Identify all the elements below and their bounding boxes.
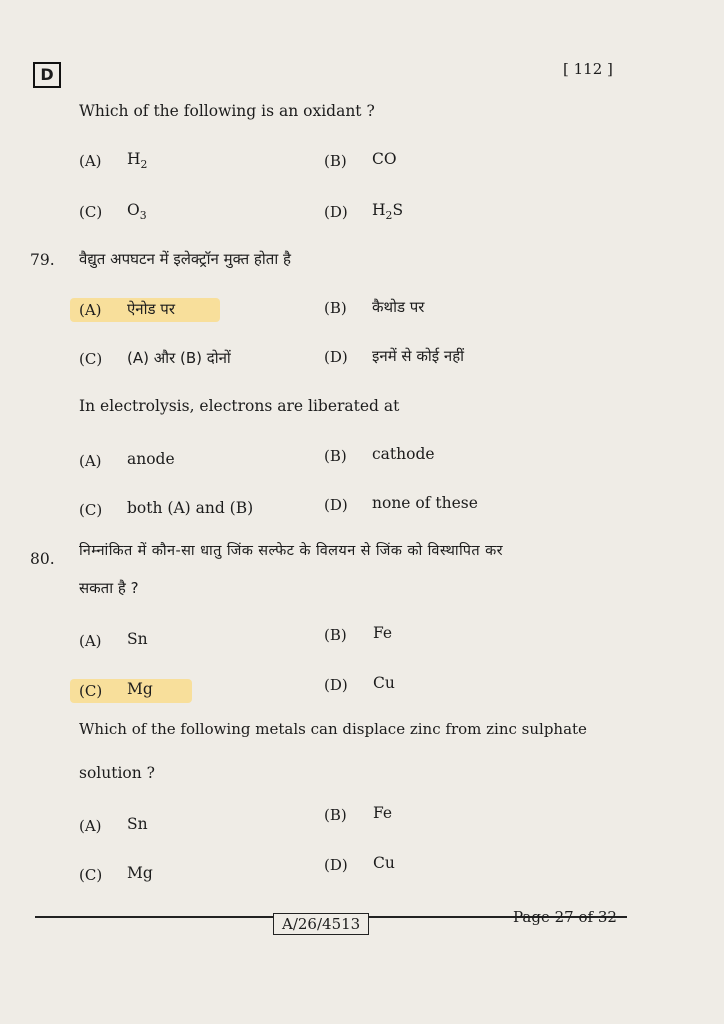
q80-en-option-a-label: (A) xyxy=(79,817,102,835)
q78-option-c-formula: $O_3$ xyxy=(127,201,147,222)
q79-en-option-b-label: (B) xyxy=(324,447,347,465)
q80-hi-option-c-text: Mg xyxy=(127,680,153,698)
q78-option-c-label: (C) xyxy=(79,203,103,221)
q78-option-a-label: (A) xyxy=(79,152,102,170)
q79-number: 79. xyxy=(30,251,55,269)
q80-en-option-c-text: Mg xyxy=(127,864,153,882)
q80-hi-option-d-label: (D) xyxy=(324,676,348,694)
q79-en-option-b-text: cathode xyxy=(372,445,435,463)
q80-hi-option-a-label: (A) xyxy=(79,632,102,650)
q80-en-option-d-text: Cu xyxy=(373,854,395,872)
q79-hi-option-b-text: कैथोड पर xyxy=(372,298,425,316)
q79-question-english: In electrolysis, electrons are liberated at xyxy=(79,397,400,415)
q79-question-hindi: वैद्युत अपघटन में इलेक्ट्रॉन मुक्त होता है xyxy=(79,250,291,268)
set-label-box: D xyxy=(33,62,61,88)
q79-en-option-d-label: (D) xyxy=(324,496,348,514)
q79-hi-option-b-label: (B) xyxy=(324,299,347,317)
q79-en-option-d-text: none of these xyxy=(372,494,478,512)
q79-en-option-a-text: anode xyxy=(127,450,175,468)
footer-paper-code: A/26/4513 xyxy=(273,913,369,935)
footer-page-number: Page 27 of 32 xyxy=(513,908,617,926)
q79-en-option-c-label: (C) xyxy=(79,501,103,519)
q80-question-hindi-line1: निम्नांकित में कौन-सा धातु जिंक सल्फेट के विलयन से जिंक को विस्थापित कर xyxy=(79,543,503,559)
q80-hi-option-b-text: Fe xyxy=(373,624,393,642)
q80-question-english-line1: Which of the following metals can displace zinc from zinc sulphate xyxy=(79,720,587,738)
q79-hi-option-c-label: (C) xyxy=(79,350,103,368)
q78-option-a-formula: $H_2$ xyxy=(127,150,148,171)
q80-number: 80. xyxy=(30,550,55,568)
q80-en-option-b-label: (B) xyxy=(324,806,347,824)
q80-en-option-c-label: (C) xyxy=(79,866,103,884)
q80-en-option-d-label: (D) xyxy=(324,856,348,874)
q80-en-option-b-text: Fe xyxy=(373,804,393,822)
q80-question-english-line2: solution ? xyxy=(79,764,155,782)
q80-hi-option-c-label: (C) xyxy=(79,682,103,700)
booklet-code: [ 112 ] xyxy=(563,60,613,78)
q78-option-b-label: (B) xyxy=(324,152,347,170)
q79-hi-option-d-label: (D) xyxy=(324,348,348,366)
q80-en-option-a-text: Sn xyxy=(127,815,148,833)
q78-option-d-label: (D) xyxy=(324,203,348,221)
q80-hi-option-d-text: Cu xyxy=(373,674,395,692)
q78-option-b-formula: CO xyxy=(372,150,397,168)
q80-hi-option-a-text: Sn xyxy=(127,630,148,648)
q79-hi-option-d-text: इनमें से कोई नहीं xyxy=(372,347,465,365)
q78-question-english: Which of the following is an oxidant ? xyxy=(79,102,375,120)
q79-hi-option-a-label: (A) xyxy=(79,301,102,319)
q80-hi-option-b-label: (B) xyxy=(324,626,347,644)
q79-en-option-a-label: (A) xyxy=(79,452,102,470)
q79-en-option-c-text: both (A) and (B) xyxy=(127,499,254,517)
q80-question-hindi-line2: सकता है ? xyxy=(79,579,139,597)
q78-option-d-formula: $H_2S$ xyxy=(372,201,404,222)
q79-hi-option-c-text: (A) और (B) दोनों xyxy=(127,349,231,367)
q79-hi-option-a-text: ऐनोड पर xyxy=(127,300,175,318)
